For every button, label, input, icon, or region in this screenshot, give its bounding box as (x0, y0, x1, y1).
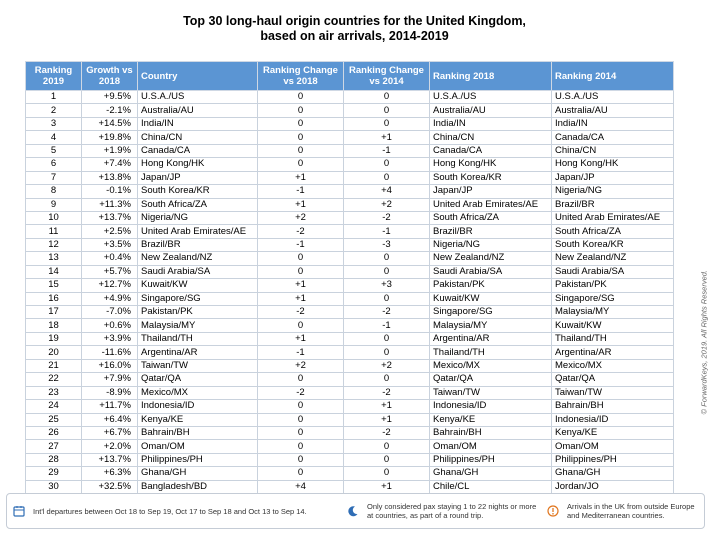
cell-ranking-2014: Hong Kong/HK (552, 158, 674, 171)
cell-ranking-2018: New Zealand/NZ (430, 252, 552, 265)
footer-note-dates-text: Int'l departures between Oct 18 to Sep 19, Oct 17 to Sep 18 and Oct 13 to Sep 14. (33, 506, 307, 516)
cell-change-2014: -2 (344, 386, 430, 399)
cell-growth: +1.9% (82, 144, 138, 157)
cell-ranking-2018: Kenya/KE (430, 413, 552, 426)
cell-growth: -2.1% (82, 104, 138, 117)
cell-ranking-2014: Brazil/BR (552, 198, 674, 211)
cell-ranking-2018: Brazil/BR (430, 225, 552, 238)
cell-growth: +32.5% (82, 480, 138, 493)
table-row (26, 480, 674, 493)
cell-change-2018: 0 (258, 158, 344, 171)
cell-change-2018: -1 (258, 346, 344, 359)
cell-change-2018: 0 (258, 91, 344, 104)
cell-ranking-2019: 2 (26, 104, 82, 117)
cell-ranking-2019: 27 (26, 440, 82, 453)
cell-change-2018: 0 (258, 144, 344, 157)
table-body (26, 91, 674, 494)
cell-country: Singapore/SG (138, 292, 258, 305)
cell-ranking-2019: 23 (26, 386, 82, 399)
table-row (26, 440, 674, 453)
cell-ranking-2014: Bahrain/BH (552, 400, 674, 413)
cell-growth: +6.7% (82, 426, 138, 439)
cell-ranking-2019: 8 (26, 185, 82, 198)
cell-country: Brazil/BR (138, 238, 258, 251)
cell-change-2018: 0 (258, 117, 344, 130)
cell-change-2018: +1 (258, 292, 344, 305)
cell-change-2014: 0 (344, 91, 430, 104)
column-header-country: Country (138, 62, 258, 91)
page-title (0, 14, 709, 44)
cell-country: Taiwan/TW (138, 359, 258, 372)
cell-change-2018: -1 (258, 238, 344, 251)
cell-change-2014: 0 (344, 346, 430, 359)
cell-growth: +7.9% (82, 373, 138, 386)
cell-ranking-2018: South Korea/KR (430, 171, 552, 184)
table-row (26, 400, 674, 413)
cell-ranking-2019: 20 (26, 346, 82, 359)
footer-notes (6, 493, 705, 529)
cell-ranking-2018: India/IN (430, 117, 552, 130)
footer-note-arrivals (547, 494, 702, 528)
cell-change-2018: +2 (258, 359, 344, 372)
cell-growth: +2.0% (82, 440, 138, 453)
cell-ranking-2018: Chile/CL (430, 480, 552, 493)
cell-ranking-2018: Japan/JP (430, 185, 552, 198)
table-row (26, 332, 674, 345)
cell-growth: +14.5% (82, 117, 138, 130)
cell-ranking-2014: Kenya/KE (552, 426, 674, 439)
table-row (26, 185, 674, 198)
cell-ranking-2018: China/CN (430, 131, 552, 144)
table-row (26, 238, 674, 251)
cell-change-2014: -2 (344, 306, 430, 319)
cell-ranking-2019: 30 (26, 480, 82, 493)
cell-ranking-2018: South Africa/ZA (430, 211, 552, 224)
cell-ranking-2019: 11 (26, 225, 82, 238)
cell-change-2014: -2 (344, 211, 430, 224)
cell-growth: +6.4% (82, 413, 138, 426)
cell-ranking-2014: Ghana/GH (552, 467, 674, 480)
cell-ranking-2018: U.S.A./US (430, 91, 552, 104)
cell-ranking-2019: 4 (26, 131, 82, 144)
alert-icon (547, 505, 559, 517)
table-row (26, 359, 674, 372)
cell-change-2018: 0 (258, 131, 344, 144)
cell-ranking-2019: 5 (26, 144, 82, 157)
table-row (26, 306, 674, 319)
cell-ranking-2018: Kuwait/KW (430, 292, 552, 305)
cell-change-2018: +1 (258, 279, 344, 292)
cell-ranking-2018: Nigeria/NG (430, 238, 552, 251)
cell-ranking-2014: Jordan/JO (552, 480, 674, 493)
cell-change-2014: +2 (344, 198, 430, 211)
cell-growth: +6.3% (82, 467, 138, 480)
cell-ranking-2018: Malaysia/MY (430, 319, 552, 332)
cell-change-2014: +1 (344, 413, 430, 426)
table-row (26, 279, 674, 292)
cell-ranking-2018: Hong Kong/HK (430, 158, 552, 171)
cell-ranking-2019: 22 (26, 373, 82, 386)
cell-change-2014: +1 (344, 131, 430, 144)
cell-ranking-2019: 9 (26, 198, 82, 211)
cell-ranking-2018: Mexico/MX (430, 359, 552, 372)
table-row (26, 265, 674, 278)
cell-growth: -7.0% (82, 306, 138, 319)
cell-growth: +3.9% (82, 332, 138, 345)
footer-note-arrivals-text: Arrivals in the UK from outside Europe and Mediterranean countries. (567, 502, 695, 520)
cell-country: Oman/OM (138, 440, 258, 453)
cell-change-2018: 0 (258, 426, 344, 439)
cell-ranking-2014: U.S.A./US (552, 91, 674, 104)
cell-ranking-2014: Singapore/SG (552, 292, 674, 305)
cell-ranking-2019: 17 (26, 306, 82, 319)
cell-ranking-2014: India/IN (552, 117, 674, 130)
cell-ranking-2014: Oman/OM (552, 440, 674, 453)
cell-change-2018: 0 (258, 252, 344, 265)
table-row (26, 319, 674, 332)
cell-ranking-2014: Nigeria/NG (552, 185, 674, 198)
cell-change-2018: 0 (258, 104, 344, 117)
cell-ranking-2018: Argentina/AR (430, 332, 552, 345)
cell-country: U.S.A./US (138, 91, 258, 104)
cell-ranking-2018: Saudi Arabia/SA (430, 265, 552, 278)
cell-ranking-2019: 28 (26, 453, 82, 466)
cell-ranking-2019: 21 (26, 359, 82, 372)
cell-change-2014: +2 (344, 359, 430, 372)
copyright-text: © ForwardKeys, 2019. All Rights Reserved. (699, 270, 708, 415)
cell-ranking-2018: Indonesia/ID (430, 400, 552, 413)
cell-change-2014: +3 (344, 279, 430, 292)
cell-change-2018: 0 (258, 467, 344, 480)
cell-change-2018: -2 (258, 386, 344, 399)
cell-country: South Korea/KR (138, 185, 258, 198)
column-header-ranking-2018: Ranking 2018 (430, 62, 552, 91)
cell-ranking-2019: 26 (26, 426, 82, 439)
cell-ranking-2014: South Korea/KR (552, 238, 674, 251)
cell-ranking-2018: Oman/OM (430, 440, 552, 453)
table-row (26, 373, 674, 386)
table-row (26, 346, 674, 359)
cell-ranking-2014: Philippines/PH (552, 453, 674, 466)
title-line-1: Top 30 long-haul origin countries for the United Kingdom, (183, 14, 526, 28)
footer-note-stay-text: Only considered pax staying 1 to 22 nights or more at countries, as part of a round trip. (367, 502, 537, 520)
cell-growth: +13.7% (82, 453, 138, 466)
cell-ranking-2014: New Zealand/NZ (552, 252, 674, 265)
cell-ranking-2018: Canada/CA (430, 144, 552, 157)
cell-change-2014: +1 (344, 400, 430, 413)
cell-ranking-2019: 16 (26, 292, 82, 305)
cell-ranking-2018: Taiwan/TW (430, 386, 552, 399)
cell-growth: +13.7% (82, 211, 138, 224)
cell-country: Hong Kong/HK (138, 158, 258, 171)
cell-growth: +4.9% (82, 292, 138, 305)
cell-ranking-2014: China/CN (552, 144, 674, 157)
cell-change-2018: 0 (258, 453, 344, 466)
cell-growth: +7.4% (82, 158, 138, 171)
cell-change-2014: -1 (344, 225, 430, 238)
cell-ranking-2019: 14 (26, 265, 82, 278)
cell-change-2018: -2 (258, 306, 344, 319)
cell-ranking-2014: Thailand/TH (552, 332, 674, 345)
cell-change-2014: +1 (344, 480, 430, 493)
cell-ranking-2019: 10 (26, 211, 82, 224)
cell-change-2014: +4 (344, 185, 430, 198)
cell-growth: -11.6% (82, 346, 138, 359)
cell-ranking-2018: Philippines/PH (430, 453, 552, 466)
cell-country: South Africa/ZA (138, 198, 258, 211)
cell-ranking-2018: Bahrain/BH (430, 426, 552, 439)
cell-change-2018: 0 (258, 400, 344, 413)
cell-country: Kenya/KE (138, 413, 258, 426)
cell-change-2018: 0 (258, 413, 344, 426)
moon-icon (347, 505, 359, 517)
cell-ranking-2019: 13 (26, 252, 82, 265)
table-row (26, 91, 674, 104)
cell-ranking-2014: Japan/JP (552, 171, 674, 184)
table-row (26, 225, 674, 238)
cell-ranking-2014: Mexico/MX (552, 359, 674, 372)
cell-change-2018: +1 (258, 198, 344, 211)
table-row (26, 252, 674, 265)
cell-growth: +3.5% (82, 238, 138, 251)
cell-country: Qatar/QA (138, 373, 258, 386)
cell-growth: -0.1% (82, 185, 138, 198)
cell-change-2018: +1 (258, 171, 344, 184)
cell-change-2014: 0 (344, 117, 430, 130)
cell-ranking-2018: Australia/AU (430, 104, 552, 117)
column-header-change-2014: Ranking Change vs 2014 (344, 62, 430, 91)
cell-change-2014: 0 (344, 252, 430, 265)
table-row (26, 117, 674, 130)
title-line-2: based on air arrivals, 2014-2019 (260, 29, 449, 43)
cell-country: Argentina/AR (138, 346, 258, 359)
cell-change-2014: 0 (344, 265, 430, 278)
column-header-ranking-2014: Ranking 2014 (552, 62, 674, 91)
cell-ranking-2019: 12 (26, 238, 82, 251)
cell-change-2014: 0 (344, 373, 430, 386)
ranking-table (25, 61, 674, 494)
cell-change-2014: 0 (344, 467, 430, 480)
cell-growth: +2.5% (82, 225, 138, 238)
column-header-change-2018: Ranking Change vs 2018 (258, 62, 344, 91)
cell-change-2014: 0 (344, 104, 430, 117)
cell-growth: +9.5% (82, 91, 138, 104)
cell-change-2014: 0 (344, 171, 430, 184)
cell-country: Bahrain/BH (138, 426, 258, 439)
cell-change-2018: +2 (258, 211, 344, 224)
cell-change-2018: 0 (258, 265, 344, 278)
table-row (26, 144, 674, 157)
cell-change-2018: +4 (258, 480, 344, 493)
cell-change-2018: 0 (258, 373, 344, 386)
cell-country: Saudi Arabia/SA (138, 265, 258, 278)
cell-change-2018: 0 (258, 319, 344, 332)
table-row (26, 104, 674, 117)
cell-change-2014: -1 (344, 144, 430, 157)
cell-ranking-2019: 15 (26, 279, 82, 292)
cell-growth: +0.6% (82, 319, 138, 332)
table-row (26, 211, 674, 224)
cell-country: Nigeria/NG (138, 211, 258, 224)
column-header-growth: Growth vs 2018 (82, 62, 138, 91)
cell-ranking-2018: Ghana/GH (430, 467, 552, 480)
cell-ranking-2019: 18 (26, 319, 82, 332)
cell-growth: +19.8% (82, 131, 138, 144)
cell-country: Ghana/GH (138, 467, 258, 480)
cell-country: Canada/CA (138, 144, 258, 157)
ranking-table-wrapper (25, 61, 673, 494)
footer-note-stay (347, 494, 537, 528)
cell-ranking-2014: Kuwait/KW (552, 319, 674, 332)
cell-change-2014: -3 (344, 238, 430, 251)
cell-country: Malaysia/MY (138, 319, 258, 332)
cell-change-2014: 0 (344, 158, 430, 171)
cell-country: Mexico/MX (138, 386, 258, 399)
cell-country: Kuwait/KW (138, 279, 258, 292)
cell-change-2014: -1 (344, 319, 430, 332)
table-row (26, 413, 674, 426)
cell-ranking-2019: 24 (26, 400, 82, 413)
cell-growth: +12.7% (82, 279, 138, 292)
cell-change-2018: -1 (258, 185, 344, 198)
cell-change-2014: 0 (344, 292, 430, 305)
cell-growth: -8.9% (82, 386, 138, 399)
cell-ranking-2014: Saudi Arabia/SA (552, 265, 674, 278)
cell-country: New Zealand/NZ (138, 252, 258, 265)
cell-ranking-2014: Argentina/AR (552, 346, 674, 359)
cell-country: Australia/AU (138, 104, 258, 117)
cell-ranking-2014: Qatar/QA (552, 373, 674, 386)
cell-change-2014: 0 (344, 453, 430, 466)
cell-ranking-2019: 25 (26, 413, 82, 426)
cell-ranking-2014: Canada/CA (552, 131, 674, 144)
table-row (26, 453, 674, 466)
cell-ranking-2018: Pakistan/PK (430, 279, 552, 292)
cell-ranking-2019: 3 (26, 117, 82, 130)
cell-growth: +11.3% (82, 198, 138, 211)
cell-growth: +13.8% (82, 171, 138, 184)
cell-growth: +11.7% (82, 400, 138, 413)
cell-ranking-2019: 6 (26, 158, 82, 171)
column-header-ranking-2019: Ranking 2019 (26, 62, 82, 91)
cell-ranking-2019: 29 (26, 467, 82, 480)
footer-note-dates (13, 494, 343, 528)
cell-ranking-2019: 7 (26, 171, 82, 184)
cell-ranking-2018: United Arab Emirates/AE (430, 198, 552, 211)
cell-ranking-2014: Indonesia/ID (552, 413, 674, 426)
table-row (26, 198, 674, 211)
cell-country: China/CN (138, 131, 258, 144)
cell-ranking-2014: Pakistan/PK (552, 279, 674, 292)
table-row (26, 158, 674, 171)
cell-change-2014: 0 (344, 332, 430, 345)
cell-country: Thailand/TH (138, 332, 258, 345)
cell-change-2018: -2 (258, 225, 344, 238)
table-row (26, 131, 674, 144)
cell-ranking-2014: Australia/AU (552, 104, 674, 117)
table-row (26, 386, 674, 399)
cell-ranking-2019: 19 (26, 332, 82, 345)
cell-country: India/IN (138, 117, 258, 130)
cell-ranking-2014: United Arab Emirates/AE (552, 211, 674, 224)
cell-ranking-2018: Thailand/TH (430, 346, 552, 359)
cell-growth: +16.0% (82, 359, 138, 372)
calendar-icon (13, 505, 25, 517)
cell-country: Japan/JP (138, 171, 258, 184)
cell-country: Pakistan/PK (138, 306, 258, 319)
table-header-row (26, 62, 674, 91)
table-row (26, 426, 674, 439)
cell-ranking-2014: South Africa/ZA (552, 225, 674, 238)
cell-country: United Arab Emirates/AE (138, 225, 258, 238)
cell-ranking-2018: Qatar/QA (430, 373, 552, 386)
cell-country: Indonesia/ID (138, 400, 258, 413)
cell-change-2018: 0 (258, 440, 344, 453)
table-row (26, 171, 674, 184)
cell-ranking-2018: Singapore/SG (430, 306, 552, 319)
table-row (26, 467, 674, 480)
cell-country: Philippines/PH (138, 453, 258, 466)
cell-ranking-2014: Taiwan/TW (552, 386, 674, 399)
cell-change-2018: +1 (258, 332, 344, 345)
cell-country: Bangladesh/BD (138, 480, 258, 493)
table-row (26, 292, 674, 305)
cell-ranking-2019: 1 (26, 91, 82, 104)
cell-change-2014: -2 (344, 426, 430, 439)
cell-change-2014: 0 (344, 440, 430, 453)
cell-growth: +0.4% (82, 252, 138, 265)
cell-ranking-2014: Malaysia/MY (552, 306, 674, 319)
cell-growth: +5.7% (82, 265, 138, 278)
